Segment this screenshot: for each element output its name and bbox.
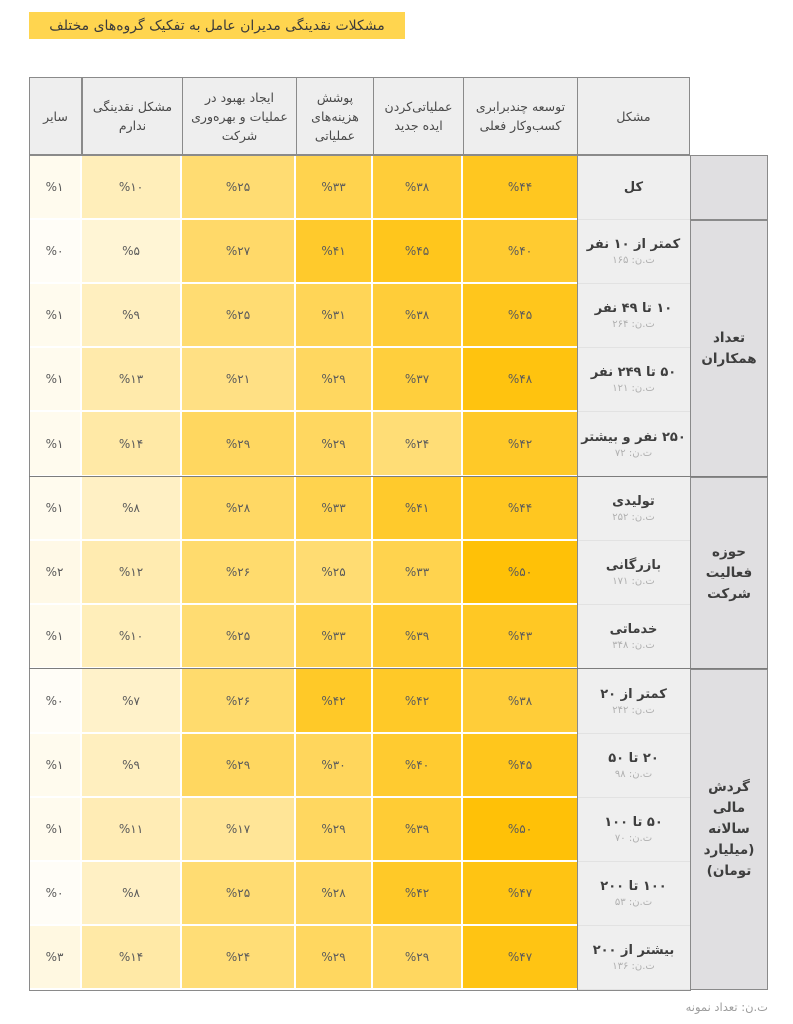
- heatmap-cell: %۱۱: [82, 798, 182, 862]
- row-label: [577, 477, 690, 541]
- heatmap-cell: %۸: [82, 477, 182, 541]
- header-new-idea: عملیاتی‌کردن ایده جدید: [373, 77, 464, 155]
- heatmap-cell: %۰: [29, 669, 82, 734]
- group-revenue: گردش مالی سالانه (میلیارد تومان): [690, 669, 768, 990]
- row-label-name: کمتر از ۱۰ نفر: [586, 237, 681, 252]
- row-sample-size: ت.ن: ۵۳: [614, 897, 653, 908]
- row-label: [577, 284, 690, 348]
- row-sample-size: ت.ن: ۹۸: [614, 769, 653, 780]
- heatmap-cell: %۱۲: [82, 541, 182, 605]
- row-label: [577, 348, 690, 412]
- heatmap-cell: %۲۹: [296, 926, 373, 990]
- row-label: [577, 220, 690, 284]
- heatmap-cell: %۴۵: [463, 284, 577, 348]
- row-sample-size: ت.ن: ۲۴۲: [612, 704, 655, 716]
- row-label: [577, 862, 690, 926]
- row-sample-size: ت.ن: ۳۴۸: [612, 640, 655, 651]
- heatmap-cell: %۳۳: [296, 477, 373, 541]
- heatmap-cell: %۱: [29, 155, 82, 220]
- header-row-label: مشکل: [577, 77, 690, 155]
- header-no-liquidity-problem: مشکل نقدینگی ندارم: [82, 77, 183, 155]
- row-label: [577, 926, 690, 990]
- row-label-name: کل: [623, 179, 644, 195]
- heatmap-cell: %۷: [82, 669, 182, 734]
- row-label: [577, 605, 690, 669]
- heatmap-cell: %۱: [29, 798, 82, 862]
- heatmap-cell: %۲۹: [296, 348, 373, 412]
- heatmap-cell: %۱: [29, 734, 82, 798]
- row-label-name: بیشتر از ۲۰۰: [592, 943, 675, 958]
- row-sample-size: ت.ن: ۱۲۱: [612, 383, 655, 394]
- row-sample-size: ت.ن: ۷۲: [614, 447, 653, 459]
- heatmap-cell: %۱: [29, 348, 82, 412]
- heatmap-cell: %۲۹: [373, 926, 463, 990]
- row-sample-size: ت.ن: ۱۷۱: [612, 576, 655, 587]
- heatmap-cell: %۲۹: [296, 798, 373, 862]
- row-label: [577, 541, 690, 605]
- group-separator: [29, 668, 768, 669]
- heatmap-cell: %۲۴: [182, 926, 296, 990]
- heatmap-cell: %۳۹: [373, 605, 463, 669]
- heatmap-cell: %۳: [29, 926, 82, 990]
- row-sample-size: ت.ن: ۷۰: [614, 833, 653, 844]
- heatmap-cell: %۱۳: [82, 348, 182, 412]
- chart-title: مشکلات نقدینگی مدیران عامل به تفکیک گروه‌های مختلف: [29, 12, 405, 39]
- heatmap-cell: %۴۳: [463, 605, 577, 669]
- header-efficiency: ایجاد بهبود در عملیات و بهره‌وری شرکت: [182, 77, 297, 155]
- heatmap-cell: %۵۰: [463, 541, 577, 605]
- heatmap-cell: %۴۱: [296, 220, 373, 284]
- heatmap-cell: %۳۰: [296, 734, 373, 798]
- heatmap-cell: %۲۹: [182, 734, 296, 798]
- heatmap-cell: %۴۷: [463, 862, 577, 926]
- heatmap-cell: %۲۶: [182, 669, 296, 734]
- row-sample-size: ت.ن: ۱۶۵: [612, 255, 655, 266]
- heatmap-cell: %۱: [29, 477, 82, 541]
- heatmap-cell: %۵۰: [463, 798, 577, 862]
- row-label: [577, 798, 690, 862]
- row-label-name: ۵۰ تا ۱۰۰: [604, 815, 663, 830]
- heatmap-cell: %۴۰: [463, 220, 577, 284]
- heatmap-cell: %۴۴: [463, 477, 577, 541]
- row-label-name: ۵۰ تا ۲۴۹ نفر: [590, 365, 677, 380]
- heatmap-cell: %۳۸: [463, 669, 577, 734]
- heatmap-cell: %۸: [82, 862, 182, 926]
- row-label: [577, 734, 690, 798]
- row-label: [577, 412, 690, 477]
- heatmap-cell: %۲۴: [373, 412, 463, 477]
- heatmap-cell: %۲۷: [182, 220, 296, 284]
- heatmap-cell: %۲۹: [296, 412, 373, 477]
- heatmap-cell: %۴۸: [463, 348, 577, 412]
- heatmap-cell: %۳۸: [373, 155, 463, 220]
- heatmap-cell: %۹: [82, 284, 182, 348]
- heatmap-cell: %۲۵: [182, 862, 296, 926]
- row-label-name: تولیدی: [612, 494, 655, 509]
- heatmap-cell: %۴۷: [463, 926, 577, 990]
- row-label-name: خدماتی: [609, 622, 658, 637]
- group-industry: حوزه فعالیت شرکت: [690, 477, 768, 669]
- row-sample-size: ت.ن: ۲۶۴: [612, 319, 655, 330]
- header-expand-business: توسعه چندبرابری کسب‌وکار فعلی: [463, 77, 578, 155]
- footnote: ت.ن: تعداد نمونه: [685, 1000, 768, 1014]
- heatmap-cell: %۱۰: [82, 155, 182, 220]
- heatmap-cell: %۴۵: [373, 220, 463, 284]
- row-label-name: ۲۰ تا ۵۰: [608, 751, 659, 766]
- heatmap-cell: %۱۰: [82, 605, 182, 669]
- header-operating-costs: پوشش هزینه‌های عملیاتی: [296, 77, 374, 155]
- row-label-name: کمتر از ۲۰: [600, 686, 667, 702]
- heatmap-cell: %۳۳: [373, 541, 463, 605]
- heatmap-cell: %۱۷: [182, 798, 296, 862]
- heatmap-cell: %۲۱: [182, 348, 296, 412]
- heatmap-cell: %۲۵: [182, 605, 296, 669]
- heatmap-cell: %۴۰: [373, 734, 463, 798]
- heatmap-cell: %۹: [82, 734, 182, 798]
- heatmap-cell: %۳۷: [373, 348, 463, 412]
- row-label: [577, 669, 690, 734]
- row-label: [577, 155, 690, 220]
- row-label-name: ۲۵۰ نفر و بیشتر: [581, 429, 686, 445]
- heatmap-cell: %۵: [82, 220, 182, 284]
- heatmap-cell: %۳۳: [296, 155, 373, 220]
- heatmap-cell: %۴۲: [373, 862, 463, 926]
- heatmap-cell: %۲: [29, 541, 82, 605]
- row-label-name: ۱۰۰ تا ۲۰۰: [600, 879, 667, 894]
- heatmap-cell: %۲۸: [296, 862, 373, 926]
- heatmap-cell: %۱: [29, 412, 82, 477]
- heatmap-cell: %۰: [29, 220, 82, 284]
- group-separator: [29, 476, 768, 477]
- heatmap-cell: %۴۴: [463, 155, 577, 220]
- heatmap-cell: %۳۱: [296, 284, 373, 348]
- group-employees: تعداد همکاران: [690, 220, 768, 477]
- heatmap-cell: %۲۹: [182, 412, 296, 477]
- header-other: سایر: [29, 77, 82, 155]
- heatmap-cell: %۲۵: [182, 284, 296, 348]
- heatmap-cell: %۲۵: [296, 541, 373, 605]
- heatmap-cell: %۱: [29, 284, 82, 348]
- heatmap-cell: %۲۸: [182, 477, 296, 541]
- heatmap-cell: %۳۹: [373, 798, 463, 862]
- heatmap-cell: %۲۵: [182, 155, 296, 220]
- group-total: [690, 155, 768, 220]
- heatmap-cell: %۴۲: [463, 412, 577, 477]
- heatmap-cell: %۴۵: [463, 734, 577, 798]
- heatmap-cell: %۰: [29, 862, 82, 926]
- heatmap-cell: %۱: [29, 605, 82, 669]
- row-sample-size: ت.ن: ۱۳۶: [612, 961, 655, 972]
- heatmap-cell: %۴۲: [373, 669, 463, 734]
- row-sample-size: ت.ن: ۲۵۲: [612, 512, 655, 523]
- row-label-name: بازرگانی: [605, 558, 662, 573]
- row-label-name: ۱۰ تا ۴۹ نفر: [594, 301, 673, 316]
- heatmap-cell: %۳۳: [296, 605, 373, 669]
- heatmap-cell: %۱۴: [82, 412, 182, 477]
- heatmap-cell: %۴۱: [373, 477, 463, 541]
- heatmap-cell: %۱۴: [82, 926, 182, 990]
- heatmap-cell: %۳۸: [373, 284, 463, 348]
- heatmap-cell: %۴۲: [296, 669, 373, 734]
- heatmap-cell: %۲۶: [182, 541, 296, 605]
